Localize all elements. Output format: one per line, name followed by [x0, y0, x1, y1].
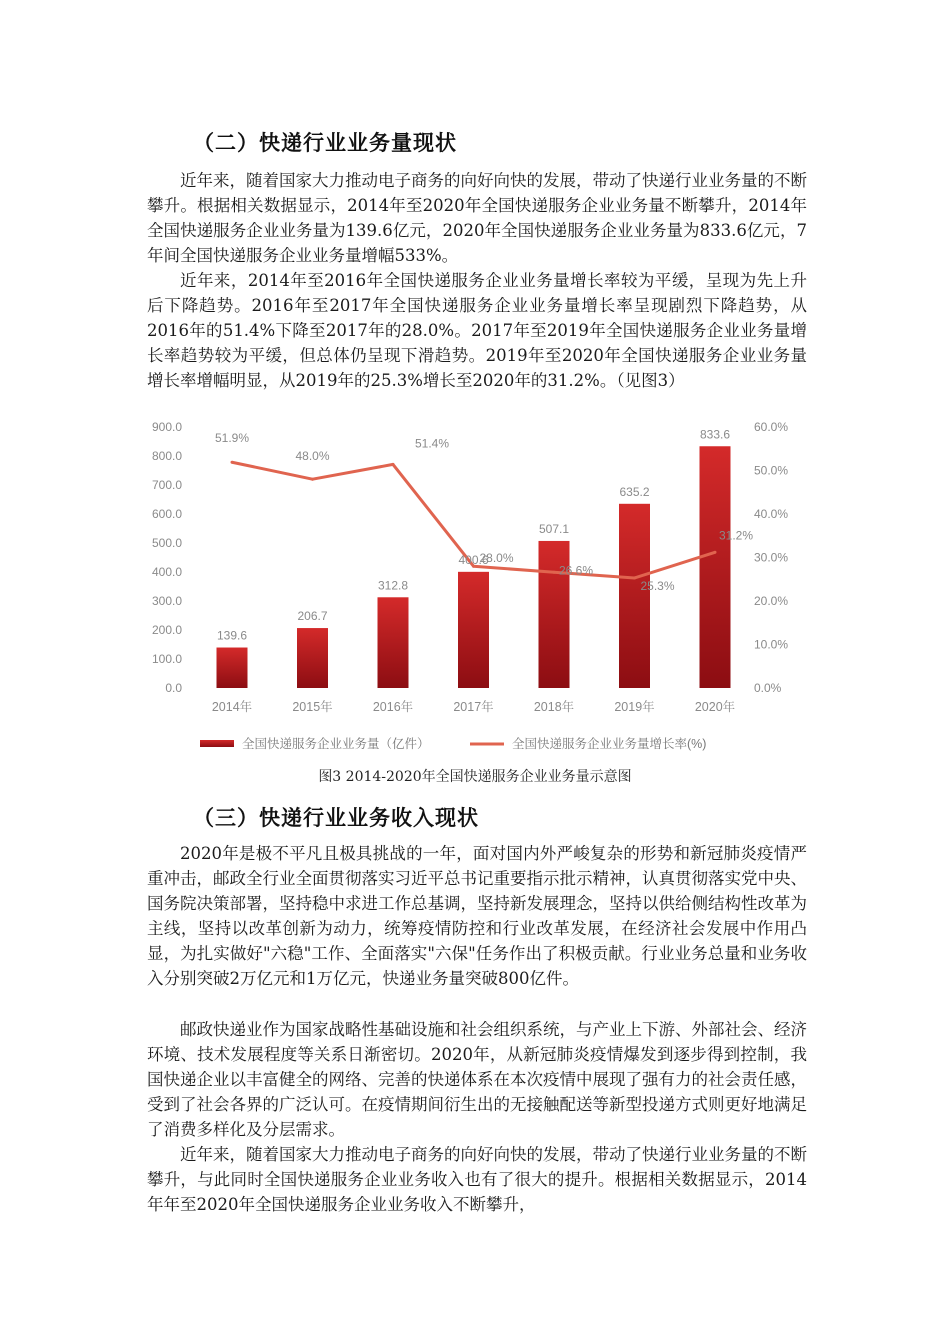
bar-value-label: 400.6 [458, 552, 489, 567]
line-point [311, 478, 314, 481]
left-axis-tick-label: 600.0 [151, 507, 182, 521]
x-axis-category-label: 2017年 [453, 700, 494, 714]
paragraph-volume-overview: 近年来，随着国家大力推动电子商务的向好向快的发展，带动了快递行业业务量的不断攀升。根据相关数据显示，2014年至2020年全国快递服务企业业务量不断攀升，2014年全国快递服务企业业务量为139.6亿元，2020年全国快递服务企业业务量为833.6亿元，7年间全国快递服务企业业务量增幅533%。 [147, 171, 807, 265]
x-axis-category-label: 2018年 [533, 700, 575, 714]
paragraph-2020-context: 2020年是极不平凡且极具挑战的一年，面对国内外严峻复杂的形势和新冠肺炎疫情严重冲击，邮政全行业全面贯彻落实习近平总书记重要指示批示精神，认真贯彻落实党中央、国务院决策部署，坚持稳中求进工作总基调，坚持新发展理念，坚持以供给侧结构性改革为主线，坚持以改革创新为动力，统筹疫情防控和行业改革发展，在经济社会发展中作用凸显，为扎实做好"六稳"工作、全面落实"六保"任务作出了积极贡献。行业业务总量和业务收入分别突破2万亿元和1万亿元，快递业务量突破800亿件。 [147, 844, 807, 988]
left-axis-tick-label: 200.0 [151, 623, 182, 637]
line-value-label: 26.6% [559, 563, 594, 578]
left-axis-tick-label: 800.0 [151, 449, 182, 463]
line-point [633, 576, 636, 579]
legend-label-bars: 全国快递服务企业业务量（亿件） [242, 737, 430, 751]
bar [297, 628, 328, 688]
bar [217, 648, 248, 688]
bar [619, 504, 650, 688]
left-axis-tick-label: 700.0 [151, 478, 182, 492]
figure-caption: 图3 2014-2020年全国快递服务企业业务量示意图 [318, 769, 632, 785]
right-axis-tick-label: 0.0% [754, 681, 782, 695]
x-axis-category-label: 2015年 [292, 700, 333, 714]
line-value-label: 48.0% [295, 449, 330, 464]
line-point [231, 461, 234, 464]
legend-swatch-bars [200, 740, 234, 747]
line-value-label: 31.2% [719, 528, 754, 543]
left-axis-tick-label: 400.0 [151, 565, 182, 579]
right-axis-tick-label: 10.0% [754, 637, 789, 652]
left-axis-ticks [152, 420, 182, 695]
left-axis-tick-label: 300.0 [151, 594, 182, 608]
x-axis-labels [212, 699, 735, 714]
section-heading-volume: （二）快递行业业务量现状 [193, 131, 457, 155]
line-value-label: 25.3% [640, 578, 675, 593]
bar-value-label: 507.1 [538, 521, 570, 536]
x-axis-category-label: 2014年 [211, 700, 253, 714]
figure-3-combo-chart [140, 418, 810, 758]
right-axis-ticks [754, 420, 788, 695]
bar [700, 446, 731, 688]
legend-label-line: 全国快递服务企业业务量增长率(%) [512, 737, 707, 751]
x-axis-category-label: 2016年 [372, 700, 414, 714]
line-point [553, 571, 556, 574]
line-point [714, 551, 717, 554]
paragraph-revenue-growth: 近年来，随着国家大力推动电子商务的向好向快的发展，带动了快递行业业务量的不断攀升，与此同时全国快递服务企业业务收入也有了很大的提升。根据相关数据显示，2014年年至2020年全国快递服务企业业务收入不断攀升， [147, 1145, 807, 1214]
bar-value-label: 635.2 [619, 484, 650, 499]
bar [378, 597, 409, 688]
section-heading-revenue: （三）快递行业业务收入现状 [193, 806, 479, 830]
paragraph-volume-growth-rate: 近年来，2014年至2016年全国快递服务企业业务量增长率较为平缓，呈现为先上升后下降趋势。2016年至2017年全国快递服务企业业务量增长率呈现剧烈下降趋势，从2016年的51.4%下降至2017年的28.0%。2017年至2019年全国快递服务企业业务量增长率趋势较为平缓，但总体仍呈现下滑趋势。2019年至2020年全国快递服务企业业务量增长率增幅明显，从2019年的25.3%增长至2020年的31.2%。（见图3） [147, 271, 807, 390]
chart-legend [200, 736, 706, 751]
left-axis-tick-label: 500.0 [151, 536, 182, 550]
left-axis-tick-label: 900.0 [151, 420, 182, 434]
right-axis-tick-label: 50.0% [754, 463, 789, 478]
bar-value-label: 206.7 [297, 609, 328, 624]
bar-value-label: 139.6 [216, 628, 248, 643]
bar-value-label: 833.6 [699, 427, 731, 442]
right-axis-tick-label: 30.0% [754, 550, 789, 565]
line-value-label: 51.4% [415, 436, 450, 451]
right-axis-tick-label: 20.0% [754, 594, 789, 608]
paragraph-postal-infrastructure: 邮政快递业作为国家战略性基础设施和社会组织系统，与产业上下游、外部社会、经济环境、技术发展程度等关系日渐密切。2020年，从新冠肺炎疫情爆发到逐步得到控制，我国快递企业以丰富健全的网络、完善的快递体系在本次疫情中展现了强有力的社会责任感，受到了社会各界的广泛认可。在疫情期间衍生出的无接触配送等新型投递方式则更好地满足了消费多样化及分层需求。 [147, 1020, 807, 1139]
line-value-label: 28.0% [479, 551, 514, 566]
x-axis-category-label: 2020年 [694, 700, 736, 714]
line-value-label: 51.9% [214, 431, 250, 446]
bar-value-label: 312.8 [377, 578, 409, 593]
x-axis-category-label: 2019年 [614, 700, 655, 714]
line-point [392, 463, 395, 466]
left-axis-tick-label: 0.0 [165, 681, 182, 695]
left-axis-tick-label: 100.0 [151, 652, 182, 666]
bar [458, 572, 489, 688]
right-axis-tick-label: 40.0% [754, 507, 789, 521]
right-axis-tick-label: 60.0% [754, 420, 789, 434]
